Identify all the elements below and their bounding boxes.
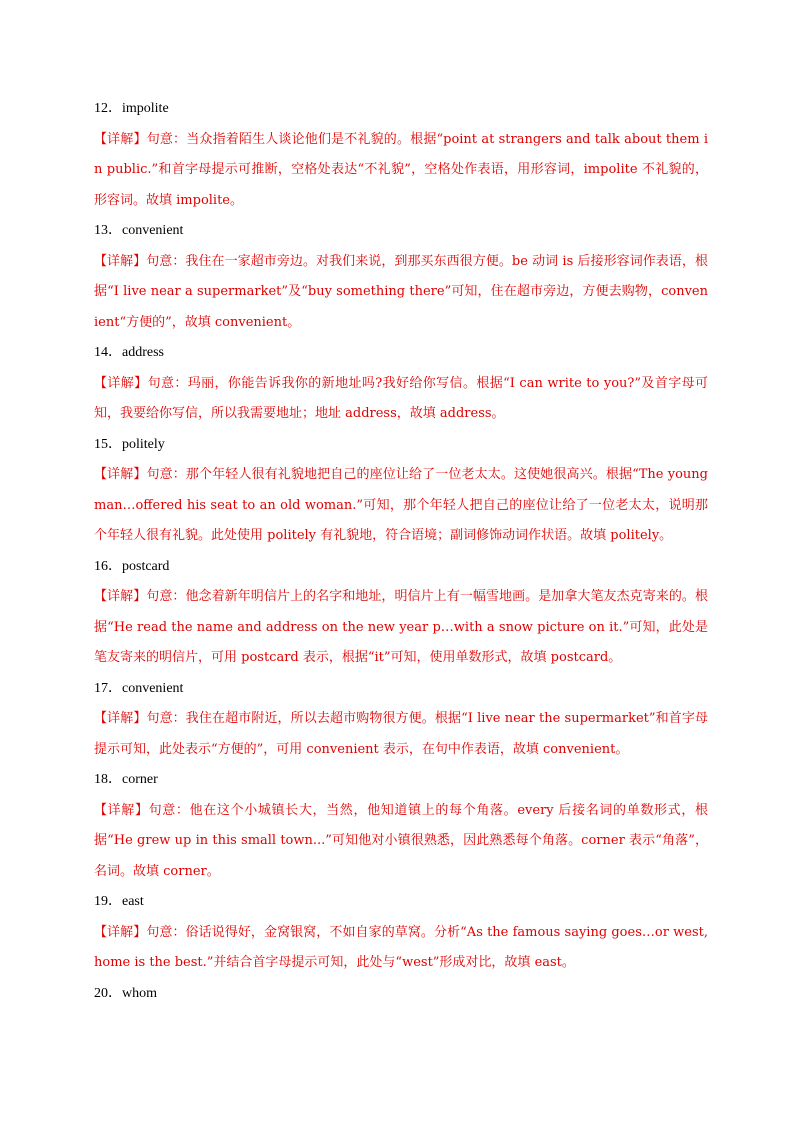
- answer-20: 20．whom: [94, 985, 157, 1001]
- answer-12: 12．impolite: [94, 101, 169, 116]
- detail-tag: 【详解】: [94, 589, 147, 604]
- detail-tag: 【详解】: [94, 253, 147, 269]
- detail-tag: 【详解】: [94, 711, 147, 726]
- explanation-text: 句意：那个年轻人很有礼貌地把自己的座位让给了一位老太太。这使她很高兴。根据“The young man…offered his seat to an old woman.”可知，那个年轻人把自己的座位让给了一位老太太，说明那个年轻人很有礼貌。此处使用 politely 有礼貌地，符合语境；副词修饰动词作状语。故填 politely。: [94, 467, 708, 543]
- explanation-19: [94, 918, 708, 979]
- answer-18: 18．corner: [94, 772, 158, 787]
- detail-tag: 【详解】: [94, 924, 147, 940]
- detail-tag: 【详解】: [94, 802, 149, 818]
- explanation-text: 句意：俗话说得好，金窝银窝，不如自家的草窝。分析“As the famous saying goes…or west, home is the best.”并结合首字母提示可知，此处与“west”形成对比，故填 east。: [94, 924, 708, 970]
- detail-tag: 【详解】: [94, 131, 147, 147]
- detail-tag: 【详解】: [94, 467, 147, 482]
- answer-list: [94, 94, 708, 1009]
- explanation-text: 句意：我住在超市附近，所以去超市购物很方便。根据“I live near the supermarket”和首字母提示可知，此处表示“方便的”，可用 convenient 表示，在句中作表语，故填 convenient。: [94, 711, 708, 757]
- detail-tag: 【详解】: [94, 375, 148, 391]
- explanation-text: 句意：玛丽，你能告诉我你的新地址吗?我好给你写信。根据“I can write to you?”及首字母可知，我要给你写信，所以我需要地址；地址 address，故填 address。: [94, 375, 708, 421]
- explanation-text: 句意：我住在一家超市旁边。对我们来说，到那买东西很方便。be 动词 is 后接形容词作表语，根据“I live near a supermarket”及“buy something there”可知，住在超市旁边，方便去购物，convenient“方便的”，故填 convenient。: [94, 253, 708, 330]
- explanation-12: [94, 125, 708, 217]
- answer-13: 13．convenient: [94, 223, 184, 238]
- explanation-16: [94, 582, 708, 674]
- answer-14: 14．address: [94, 345, 164, 360]
- explanation-15: [94, 460, 708, 552]
- explanation-17: [94, 704, 708, 765]
- explanation-text: 句意：他念着新年明信片上的名字和地址，明信片上有一幅雪地画。是加拿大笔友杰克寄来的。根据“He read the name and address on the new year p…with a snow picture on it.”可知，此处是笔友寄来的明信片，可用 postcard 表示，根据“it”可知，使用单数形式，故填 postcard。: [94, 589, 708, 665]
- explanation-text: 句意：当众指着陌生人谈论他们是不礼貌的。根据“point at strangers and talk about them in public.”和首字母提示可推断，空格处表达“不礼貌”，空格处作表语，用形容词，impolite 不礼貌的，形容词。故填 impolite。: [94, 131, 708, 208]
- explanation-text: 句意：他在这个小城镇长大，当然，他知道镇上的每个角落。every 后接名词的单数形式，根据“He grew up in this small town...”可知他对小镇很熟悉，因此熟悉每个角落。corner 表示“角落”，名词。故填 corner。: [94, 802, 708, 879]
- answer-19: 19．east: [94, 894, 144, 909]
- answer-15: 15．politely: [94, 436, 165, 452]
- answer-16: 16．postcard: [94, 558, 170, 574]
- explanation-13: [94, 247, 708, 339]
- explanation-14: [94, 369, 708, 430]
- explanation-18: [94, 796, 708, 888]
- answer-17: 17．convenient: [94, 680, 184, 696]
